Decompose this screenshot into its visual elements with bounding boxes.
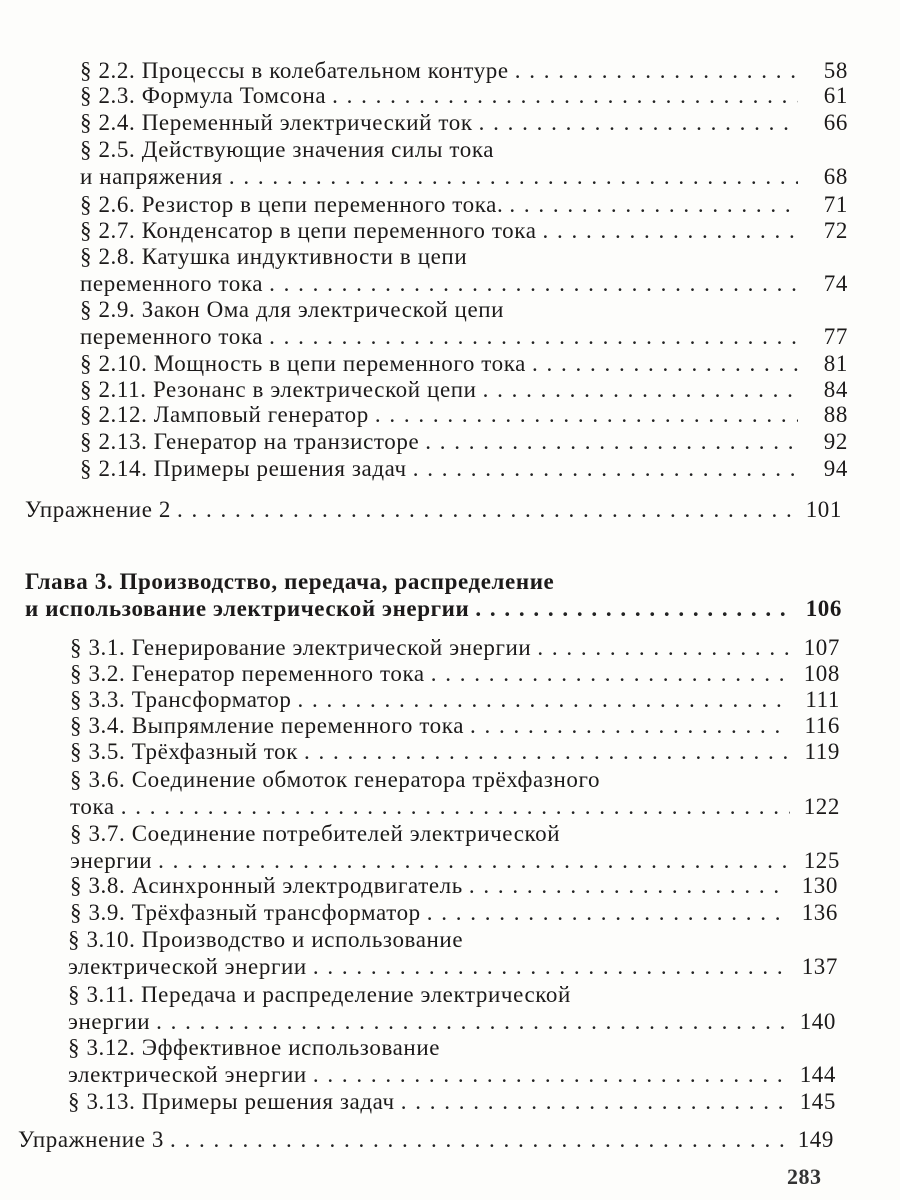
entry-page-number: 94 (823, 456, 848, 481)
entry-line (70, 767, 840, 794)
entry-title: § 2.12. Ламповый генератор (80, 402, 369, 427)
entry-line (18, 1127, 834, 1154)
entry-page-number: 72 (823, 218, 848, 243)
entry-page-number: 140 (799, 1008, 836, 1034)
entry-title: переменного тока (80, 270, 264, 296)
dot-leader (229, 164, 798, 191)
entry-line (80, 271, 848, 298)
entry-page-number: 71 (823, 192, 848, 217)
toc-entry (80, 218, 848, 245)
dot-leader (470, 713, 790, 740)
toc-entry (68, 982, 836, 1035)
exercise-entry (25, 497, 842, 524)
entry-title: § 2.5. Действующие значения силы тока (80, 137, 495, 162)
toc-entry (68, 927, 838, 980)
toc-entry (80, 244, 848, 297)
entry-page-number: 145 (799, 1089, 836, 1114)
entry-title: § 3.12. Эффективное использование (68, 1035, 441, 1060)
dot-leader (313, 954, 788, 981)
entry-title: § 3.6. Соединение обмоток генератора трёхфазного (70, 767, 601, 792)
entry-line (80, 192, 848, 219)
toc-entry (80, 83, 848, 110)
entry-line (68, 954, 838, 981)
entry-title: тока (70, 793, 115, 819)
entry-line (70, 794, 840, 821)
toc-entry (70, 900, 838, 927)
entry-line (80, 164, 848, 191)
entry-title: § 2.6. Резистор в цепи переменного тока. (80, 192, 504, 217)
entry-line (70, 635, 840, 662)
toc-entry (80, 456, 848, 483)
entry-line (25, 596, 842, 623)
entry-title: Упражнение 2 (25, 497, 171, 522)
entry-line (70, 739, 840, 766)
toc-entry (80, 137, 848, 190)
entry-title: § 2.11. Резонанс в электрической цепи (80, 377, 477, 402)
entry-title: переменного тока (80, 323, 264, 349)
toc-entry (80, 110, 848, 137)
dot-leader (170, 1127, 784, 1154)
toc-entry (70, 821, 840, 874)
entry-line (68, 927, 838, 954)
entry-title: энергии (68, 1008, 151, 1034)
entry-title: электрической энергии (68, 1061, 307, 1087)
entry-page-number: 130 (801, 873, 838, 898)
entry-line (68, 1089, 836, 1116)
entry-line (70, 873, 838, 900)
entry-title: § 3.8. Асинхронный электродвигатель (70, 873, 463, 898)
dot-leader (543, 218, 798, 245)
entry-line (80, 377, 848, 404)
dot-leader (537, 635, 790, 662)
entry-title: § 3.1. Генерирование электрической энергии (70, 635, 532, 660)
entry-title: § 2.8. Катушка индуктивности в цепи (80, 244, 468, 269)
entry-page-number: 136 (801, 900, 838, 925)
dot-leader (401, 1089, 786, 1116)
entry-page-number: 149 (797, 1127, 834, 1152)
dot-leader (269, 324, 798, 351)
entry-line (68, 1009, 836, 1036)
entry-page-number: 106 (805, 595, 842, 621)
entry-page-number: 108 (803, 661, 840, 686)
dot-leader (177, 497, 792, 524)
entry-title: Упражнение 3 (18, 1127, 164, 1152)
entry-title: энергии (70, 847, 153, 873)
dot-leader (509, 192, 798, 219)
dot-leader (469, 873, 788, 900)
toc-entry (70, 767, 840, 820)
entry-line (70, 713, 840, 740)
entry-title: Глава 3. Производство, передача, распределение (25, 569, 555, 594)
dot-leader (304, 739, 790, 766)
entry-page-number: 144 (799, 1061, 836, 1087)
toc-entry (68, 1035, 836, 1088)
entry-line (68, 1062, 836, 1089)
entry-page-number: 122 (803, 793, 840, 819)
dot-leader (515, 58, 798, 85)
entry-page-number: 116 (804, 713, 840, 738)
entry-title: § 3.3. Трансформатор (70, 687, 292, 712)
entry-page-number: 68 (823, 163, 848, 189)
entry-page-number: 77 (823, 323, 848, 349)
toc-entry (80, 192, 848, 219)
entry-title: электрической энергии (68, 953, 307, 979)
dot-leader (121, 794, 790, 821)
entry-page-number: 61 (823, 83, 848, 108)
entry-title: § 2.7. Конденсатор в цепи переменного тока (80, 218, 537, 243)
toc-entry (68, 1089, 836, 1116)
entry-title: § 3.9. Трёхфазный трансформатор (70, 900, 421, 925)
entry-title: § 2.13. Генератор на транзисторе (80, 429, 420, 454)
entry-page-number: 125 (803, 847, 840, 873)
entry-title: и использование электрической энергии (25, 595, 470, 621)
entry-line (80, 402, 848, 429)
dot-leader (427, 900, 788, 927)
entry-line (70, 821, 840, 848)
toc-entry (70, 739, 840, 766)
dot-leader (483, 377, 798, 404)
entry-title: § 2.14. Примеры решения задач (80, 456, 407, 481)
toc-entry (70, 661, 840, 688)
entry-page-number: 111 (805, 687, 840, 712)
entry-line (68, 982, 836, 1009)
entry-line (70, 900, 838, 927)
entry-title: § 3.7. Соединение потребителей электрической (70, 821, 561, 846)
entry-page-number: 119 (804, 739, 840, 764)
entry-line (80, 83, 848, 110)
entry-page-number: 101 (805, 497, 842, 522)
entry-line (80, 58, 848, 85)
entry-page-number: 107 (803, 635, 840, 660)
entry-title: § 3.10. Производство и использование (68, 927, 464, 952)
dot-leader (332, 83, 798, 110)
toc-entry (80, 297, 848, 350)
toc-entry (80, 402, 848, 429)
entry-line (80, 110, 848, 137)
page-number: 283 (787, 1164, 822, 1189)
dot-leader (413, 456, 798, 483)
toc-entry (80, 377, 848, 404)
entry-line (70, 848, 840, 875)
entry-line (80, 137, 848, 164)
entry-title: § 3.2. Генератор переменного тока (70, 661, 425, 686)
entry-title: § 2.3. Формула Томсона (80, 83, 327, 108)
entry-page-number: 84 (823, 377, 848, 402)
exercise-entry (18, 1127, 834, 1154)
entry-line (80, 351, 848, 378)
dot-leader (298, 687, 791, 714)
dot-leader (479, 110, 798, 137)
toc-entry (80, 429, 848, 456)
entry-page-number: 137 (801, 953, 838, 979)
toc-entry (80, 58, 848, 85)
dot-leader (156, 1009, 786, 1036)
entry-line (80, 297, 848, 324)
entry-page-number: 66 (823, 110, 848, 135)
entry-page-number: 88 (823, 402, 848, 427)
entry-title: § 2.9. Закон Ома для электрической цепи (80, 297, 505, 322)
dot-leader (313, 1062, 786, 1089)
entry-line (80, 456, 848, 483)
toc-entry (70, 635, 840, 662)
entry-line (68, 1035, 836, 1062)
entry-line (80, 218, 848, 245)
entry-title: § 2.4. Переменный электрический ток (80, 110, 473, 135)
entry-title: § 2.2. Процессы в колебательном контуре (80, 58, 509, 83)
entry-page-number: 92 (823, 429, 848, 454)
entry-title: § 2.10. Мощность в цепи переменного тока (80, 351, 526, 376)
entry-title: § 3.4. Выпрямление переменного тока (70, 713, 464, 738)
dot-leader (431, 661, 790, 688)
toc-entry (80, 351, 848, 378)
entry-title: § 3.11. Передача и распределение электрической (68, 982, 571, 1007)
entry-page-number: 74 (823, 270, 848, 296)
entry-line (80, 429, 848, 456)
entry-line (25, 569, 842, 596)
entry-title: и напряжения (80, 163, 223, 189)
entry-line (70, 687, 840, 714)
toc-entry (70, 713, 840, 740)
dot-leader (475, 596, 792, 623)
dot-leader (425, 429, 798, 456)
entry-line (25, 497, 842, 524)
dot-leader (158, 848, 790, 875)
dot-leader (269, 271, 798, 298)
entry-title: § 3.13. Примеры решения задач (68, 1089, 395, 1114)
entry-line (70, 661, 840, 688)
entry-page-number: 58 (823, 58, 848, 83)
entry-line (80, 324, 848, 351)
entry-line (80, 244, 848, 271)
chapter-entry (25, 569, 842, 622)
entry-title: § 3.5. Трёхфазный ток (70, 739, 299, 764)
toc-entry (70, 687, 840, 714)
dot-leader (375, 402, 798, 429)
toc-entry (70, 873, 838, 900)
dot-leader (532, 351, 798, 378)
entry-page-number: 81 (823, 351, 848, 376)
